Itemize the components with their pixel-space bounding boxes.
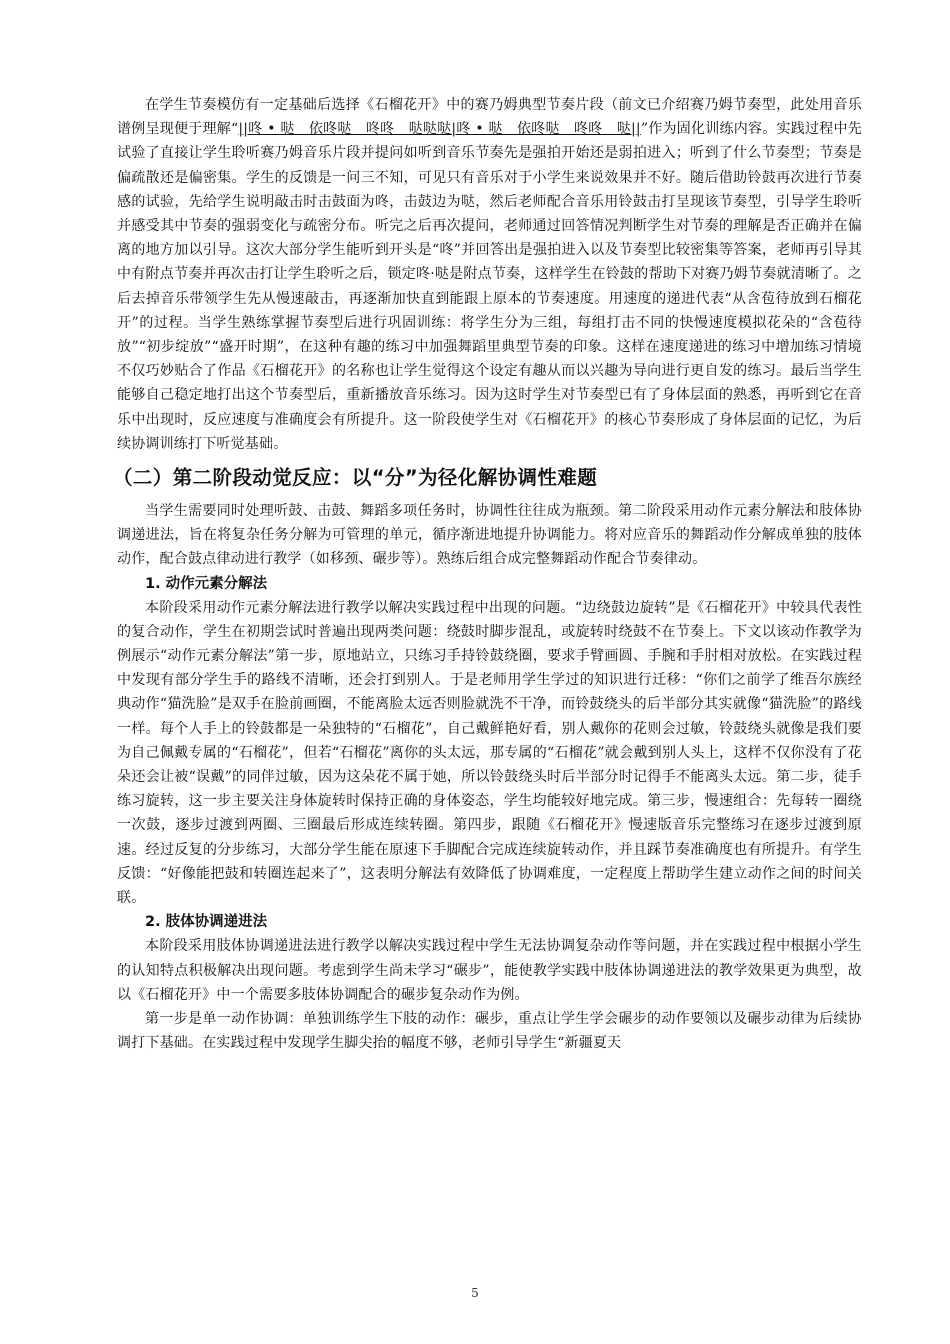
paragraph-rest-text: ”作为固化训练内容。实践过程中先试验了直接让学生聆听赛乃姆音乐片段并提问如听到音乐节奏先是强拍开始还是弱拍进入；听到了什么节奏型；节奏是偏疏散还是偏密集。学生的反馈是一问三不知，可见只有音乐对于小学生来说效果并不好。随后借助铃鼓再次进行节奏感的试验，先给学生说明敲击时击鼓面为咚，击鼓边为哒，然后老师配合音乐用铃鼓击打呈现该节奏型，引导学生聆听并感受其中节奏的强弱变化与疏密分布。听完之后再次提问，老师通过回答情况判断学生对节奏的理解是否正确并在偏离的地方加以引导。这次大部分学生能听到开头是“咚”并回答出是强拍进入以及节奏型比较密集等答案，老师再引导其中有附点节奏并再次击打让学生聆听之后，锁定咚·哒是附点节奏，这样学生在铃鼓的帮助下对赛乃姆节奏就清晰了。之后去掉音乐带领学生先从慢速敲击，再逐渐加快直到能跟上原本的节奏速度。用速度的递进代表“从含苞待放到石榴花开”的过程。当学生熟练掌握节奏型后进行巩固训练：将学生分为三组，每组打击不同的快慢速度模拟花朵的“含苞待放”“初步绽放”“盛开时期”，在这种有趣的练习中加强舞蹈里典型节奏的印象。这样在速度递进的练习中增加练习情境不仅巧妙贴合了作品《石榴花开》的名称也让学生觉得这个设定有趣从而以兴趣为导向进行更自发的练习。最后当学生能够自己稳定地打出这个节奏型后，重新播放音乐练习。因为这时学生对节奏型已有了身体层面的熟悉，再听到它在音乐中出现时，反应速度与准确度会有所提升。这一阶段使学生对《石榴花开》的核心节奏形成了身体层面的记忆，为后续协调训练打下听觉基础。 [117, 121, 862, 452]
paragraph-stage-two-intro: 当学生需要同时处理听鼓、击鼓、舞蹈多项任务时，协调性往往成为瓶颈。第二阶段采用动作元素分解法和肢体协调递进法，旨在将复杂任务分解为可管理的单元，循序渐进地提升协调能力。将对应音乐的舞蹈动作分解成单独的肢体动作，配合鼓点律动进行教学（如移颈、碾步等）。熟练后组合成完整舞蹈动作配合节奏律动。 [117, 503, 862, 568]
paragraph-lead-text: 在学生节奏模仿有一定基础后选择《石榴花开》中的赛乃姆典型节奏片段（前文已介绍赛乃姆节奏型，此处用音乐谱例呈现便于理解“ [117, 97, 862, 138]
paragraph-rhythm-training [117, 93, 862, 456]
paragraph-element-decomposition: 本阶段采用动作元素分解法进行教学以解决实践过程中出现的问题。“边绕鼓边旋转”是《石榴花开》中较具代表性的复合动作，学生在初期尝试时普遍出现两类问题：绕鼓时脚步混乱，或旋转时绕鼓不在节奏上。下文以该动作教学为例展示“动作元素分解法”第一步，原地站立，只练习手持铃鼓绕圈，要求手臂画圆、手腕和手肘相对放松。在实践过程中发现有部分学生手的路线不清晰，还会打到别人。于是老师用学生学过的知识进行迁移：“你们之前学了维吾尔族经典动作“猫洗脸”是双手在脸前画圈，不能离脸太远否则脸就洗不干净，而铃鼓绕头的后半部分其实就像“猫洗脸”的路线一样。每个人手上的铃鼓都是一朵独特的“石榴花”，自己戴鲜艳好看，别人戴你的花则会过敏，铃鼓绕头就像是我们要为自己佩戴专属的“石榴花”，但若“石榴花”离你的头太远，那专属的“石榴花”就会戴到别人头上，这样不仅你没有了花朵还会让被“误戴”的同伴过敏，因为这朵花不属于她，所以铃鼓绕头时后半部分时记得手不能离头太远。第二步，徒手练习旋转，这一步主要关注身体旋转时保持正确的身体姿态，学生均能较好地完成。第三步，慢速组合：先每转一圈绕一次鼓，逐步过渡到两圈、三圈最后形成连续转圈。第四步，跟随《石榴花开》慢速版音乐完整练习在逐步过渡到原速。经过反复的分步练习，大部分学生能在原速下手脚配合完成连续旋转动作，并且踩节奏准确度也有所提升。有学生反馈：“好像能把鼓和转圈连起来了”，这表明分解法有效降低了协调难度，一定程度上帮助学生建立动作之间的时间关联。 [117, 599, 862, 907]
paragraph-limb-coordination: 本阶段采用肢体协调递进法进行教学以解决实践过程中学生无法协调复杂动作等问题，并在实践过程中根据小学生的认知特点积极解决出现问题。考虑到学生尚未学习“碾步”，能使教学实践中肢体协调递进法的教学效果更为典型，故以《石榴花开》中一个需要多肢体协调配合的碾步复杂动作为例。 [117, 938, 862, 1003]
paragraph-step-one: 第一步是单一动作协调：单独训练学生下肢的动作：碾步，重点让学生学会碾步的动作要领以及碾步动律为后续协调打下基础。在实践过程中发现学生脚尖抬的幅度不够，老师引导学生“新疆夏天 [117, 1010, 862, 1052]
subheading-element-decomposition: 1. 动作元素分解法 [145, 575, 268, 592]
page-body [113, 93, 862, 1055]
page-number: 5 [471, 1286, 479, 1300]
rhythm-notation: ||咚 • 哒 依咚哒 咚咚 哒哒哒|咚 • 哒 依咚哒 咚咚 哒|| [238, 121, 641, 138]
section-heading-stage-two: （二）第二阶段动觉反应：以“分”为径化解协调性难题 [113, 466, 598, 490]
subheading-limb-coordination: 2. 肢体协调递进法 [145, 914, 268, 931]
